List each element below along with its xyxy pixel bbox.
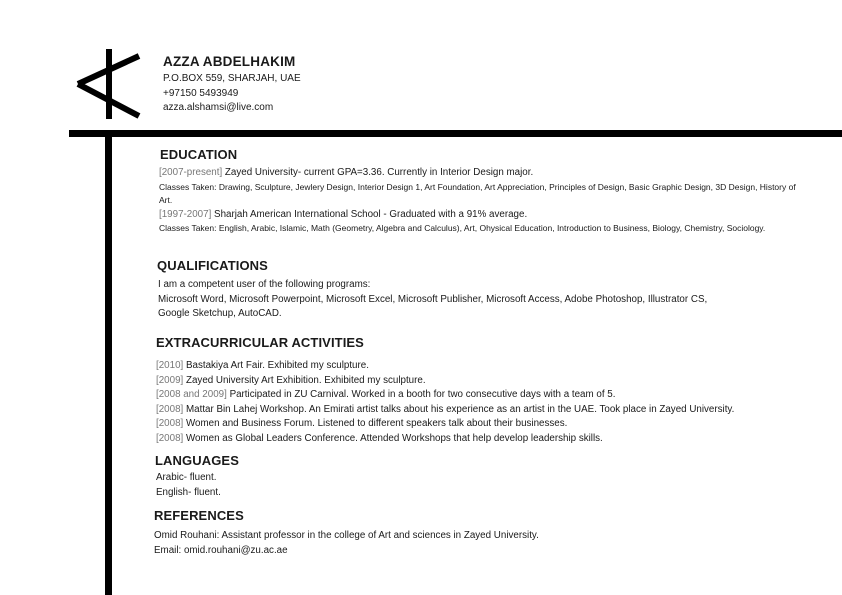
language-item: Arabic- fluent.: [156, 472, 217, 483]
reference-line: Omid Rouhani: Assistant professor in the college of Art and sciences in Zayed University.: [154, 530, 539, 541]
education-entry: [159, 166, 533, 181]
activity-date: [2008]: [156, 403, 184, 415]
applicant-name: AZZA ABDELHAKIM: [163, 54, 296, 69]
list-item: [156, 388, 734, 403]
activity-text: Women and Business Forum. Listened to different speakers talk about their businesses.: [185, 418, 568, 429]
qualifications-heading: QUALIFICATIONS: [157, 258, 268, 273]
activity-text: Zayed University Art Exhibition. Exhibited my sculpture.: [185, 374, 426, 386]
qualifications-body: [158, 278, 707, 322]
list-item: [156, 403, 734, 418]
education-classes: Classes Taken: English, Arabic, Islamic, Math (Geometry, Algebra and Calculus), Art, Ohysical Education, Introduction to Business, Biology, Chemistry, Sociology.: [159, 223, 766, 233]
activity-date: [2008]: [156, 432, 184, 444]
education-heading: EDUCATION: [160, 147, 238, 162]
languages-list: [156, 471, 221, 500]
activity-text: Mattar Bin Lahej Workshop. An Emirati artist talks about his experience as an artist in the UAE. Took place in Zayed University.: [185, 403, 735, 415]
qualifications-line: I am a competent user of the following programs:: [158, 279, 371, 290]
extracurricular-heading: EXTRACURRICULAR ACTIVITIES: [156, 335, 364, 350]
activity-date: [2009]: [156, 374, 184, 386]
activity-date: [2010]: [156, 360, 184, 371]
references-heading: REFERENCES: [154, 508, 244, 523]
header-divider: [69, 130, 842, 137]
education-text: Zayed University- current GPA=3.36. Currently in Interior Design major.: [224, 167, 534, 178]
phone: +97150 5493949: [163, 87, 239, 99]
activity-text: Participated in ZU Carnival. Worked in a booth for two consecutive days with a team of 5.: [229, 389, 616, 400]
address: P.O.BOX 559, SHARJAH, UAE: [163, 73, 301, 84]
languages-heading: LANGUAGES: [155, 453, 239, 468]
list-item: [156, 432, 734, 447]
left-rule: [105, 130, 112, 595]
list-item: [156, 417, 734, 432]
language-item: English- fluent.: [156, 486, 221, 498]
activity-text: Women as Global Leaders Conference. Attended Workshops that help develop leadership skills.: [185, 432, 603, 444]
monogram-logo: [72, 48, 146, 120]
activity-date: [2008]: [156, 418, 184, 429]
education-date: [2007-present]: [159, 167, 223, 178]
qualifications-line: Microsoft Word, Microsoft Powerpoint, Microsoft Excel, Microsoft Publisher, Microsoft Access, Adobe Photoshop, Illustrator CS,: [158, 293, 708, 305]
activity-date: [2008 and 2009]: [156, 389, 227, 400]
qualifications-line: Google Sketchup, AutoCAD.: [158, 308, 282, 319]
education-text: Sharjah American International School - Graduated with a 91% average.: [214, 209, 528, 220]
list-item: [156, 374, 734, 389]
email: azza.alshamsi@live.com: [163, 102, 274, 113]
references-body: [154, 529, 539, 558]
reference-line: Email: omid.rouhani@zu.ac.ae: [154, 544, 288, 556]
list-item: [156, 359, 734, 374]
education-classes: Classes Taken: Drawing, Sculpture, Jewlery Design, Interior Design 1, Art Foundation, Art Appreciation, Principles of Design, Basic Graphic Design, 3D Design, History of Art.: [159, 182, 796, 205]
education-date: [1997-2007]: [159, 209, 212, 220]
education-entry: [159, 208, 527, 223]
extracurricular-list: [156, 359, 734, 446]
contact-header: [163, 54, 301, 116]
activity-text: Bastakiya Art Fair. Exhibited my sculpture.: [185, 360, 369, 371]
